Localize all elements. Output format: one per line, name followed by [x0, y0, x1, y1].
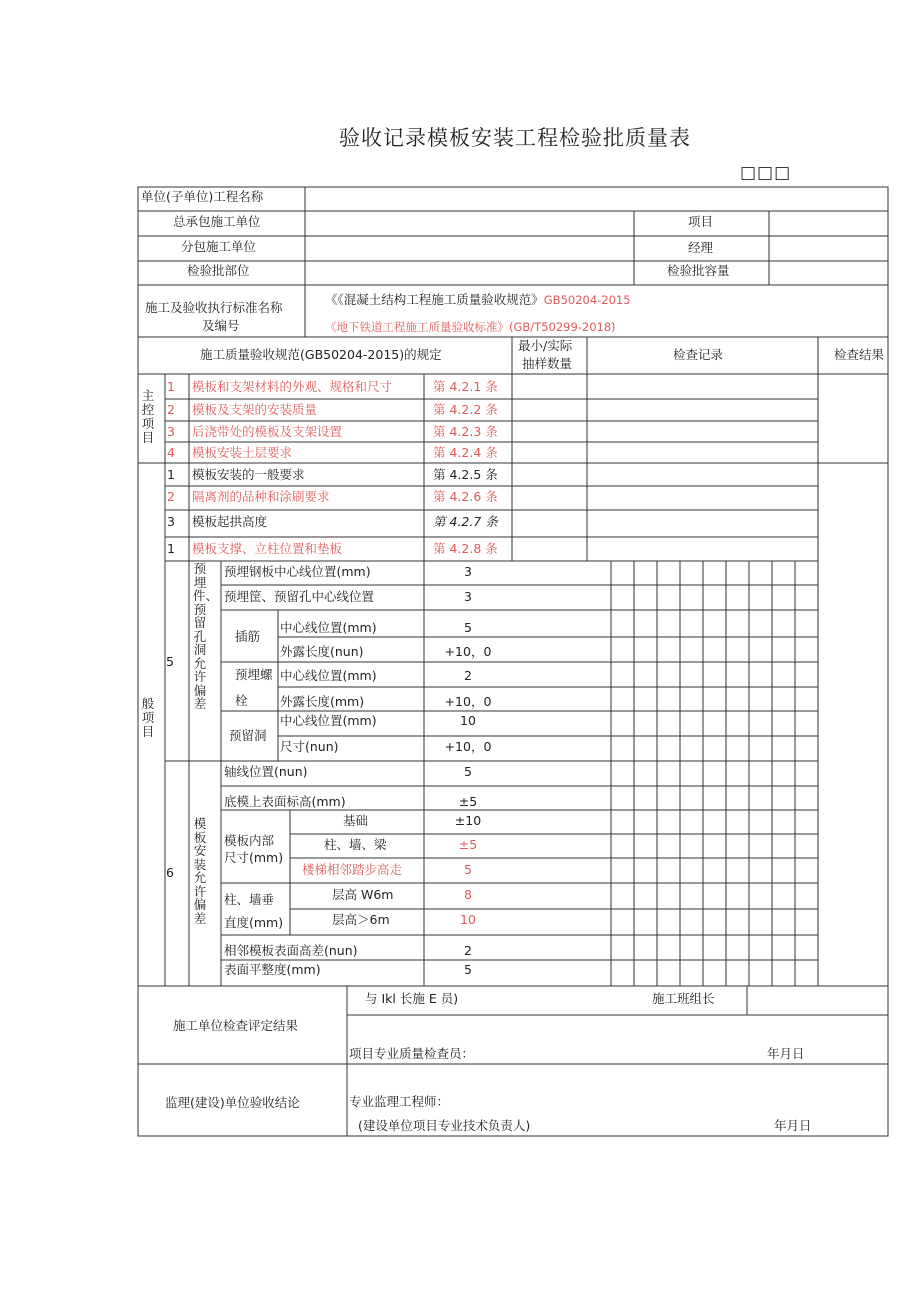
main-item-clause: 第 4.2.4 条: [433, 445, 498, 460]
column-wall-beam-label: 柱、墙、梁: [324, 837, 387, 852]
insert-exposed-value: +10，0: [444, 644, 492, 659]
general-item-no: 1: [167, 467, 175, 482]
general-item-text: 模板支撑、立柱位置和垫板: [192, 541, 343, 556]
embedded-pipe-label: 预埋筐、预留孔中心线位置: [224, 589, 375, 604]
adjacent-height-label: 相邻模板表面高差(nun): [224, 943, 358, 958]
main-item-clause: 第 4.2.3 条: [433, 424, 498, 439]
hole-size-label: 尺寸(nun): [280, 739, 339, 754]
main-item-no: 3: [167, 424, 175, 439]
group-6-label: 模板安装允许偏差: [193, 816, 207, 926]
insert-center-label: 中心线位置(mm): [280, 620, 377, 635]
inspection-part-label: 检验批部位: [187, 263, 250, 278]
axis-position-label: 轴线位置(nun): [224, 764, 308, 779]
flatness-label: 表面平整度(mm): [224, 962, 321, 977]
project-manager-label-2: 经理: [688, 240, 714, 255]
adjacent-height-value: 2: [464, 943, 472, 958]
form-code-boxes: □□□: [740, 163, 792, 183]
height-le-6m-label: 层高 W6m: [332, 887, 394, 902]
general-item-text: 隔离剂的品种和涂刷要求: [192, 489, 330, 504]
embedded-plate-label: 预埋钢板中心线位置(mm): [224, 564, 371, 579]
stair-step-label: 楼梯相邻踏步高走: [302, 862, 403, 877]
reserved-hole-group: 预留洞: [229, 728, 267, 743]
staff-label: 与 Ikl 长施 E 员): [365, 991, 459, 1006]
main-item-clause: 第 4.2.1 条: [433, 379, 498, 394]
main-item-text: 模板及支架的安装质量: [192, 402, 318, 417]
project-name-label: 单位(子单位)工程名称: [141, 189, 264, 204]
column-result: 检查结果: [834, 347, 885, 362]
inner-size-label-2: 尺寸(mm): [224, 850, 284, 865]
embedded-bolt-group: 预埋螺: [235, 667, 273, 682]
group-5-no: 5: [166, 654, 174, 669]
height-gt-6m-label: 层高＞6m: [332, 912, 390, 927]
main-item-text: 后浇带处的模板及支架设置: [192, 424, 343, 439]
axis-position-value: 5: [464, 764, 472, 779]
bottom-elevation-label: 底模上表面标高(mm): [224, 794, 346, 809]
supervision-result-label: 监理(建设)单位验收结论: [165, 1095, 300, 1110]
column-wall-beam-value: ±5: [458, 837, 478, 852]
main-item-text: 模板和支架材料的外观、规格和尺寸: [192, 379, 393, 394]
column-record: 检查记录: [673, 347, 724, 362]
qc-inspector-label: 项目专业质量检查员：: [349, 1046, 475, 1061]
main-item-no: 1: [167, 379, 175, 394]
general-items-label: 般项目: [141, 696, 155, 739]
general-item-text: 模板安装的一般要求: [192, 467, 305, 482]
bolt-center-label: 中心线位置(mm): [280, 668, 377, 683]
hole-center-label: 中心线位置(mm): [280, 713, 377, 728]
foundation-label: 基础: [343, 813, 369, 828]
main-item-clause: 第 4.2.2 条: [433, 402, 498, 417]
column-sample-2: 抽样数量: [522, 356, 573, 371]
inner-size-label: 模板内部: [224, 833, 275, 848]
main-item-no: 2: [167, 402, 175, 417]
embedded-plate-value: 3: [464, 564, 472, 579]
general-contractor-label: 总承包施工单位: [173, 214, 261, 229]
capacity-label: 检验批容量: [667, 263, 730, 278]
general-item-text: 模板起拱高度: [192, 514, 268, 529]
group-5-label: 预埋件、预留孔洞允许偏差: [193, 561, 219, 711]
verticality-label: 柱、墙垂: [224, 892, 275, 907]
insert-bar-group: 插筋: [235, 629, 261, 644]
embedded-bolt-group-2: 栓: [235, 693, 248, 708]
general-item-no: 2: [167, 489, 175, 504]
stair-step-value: 5: [464, 862, 472, 877]
page-title: 验收记录模板安装工程检验批质量表: [339, 126, 691, 150]
group-6-no: 6: [166, 865, 174, 880]
team-leader-label: 施工班组长: [652, 991, 715, 1006]
hole-center-value: 10: [460, 713, 476, 728]
height-le-6m-value: 8: [464, 887, 472, 902]
standard-label-2: 及编号: [202, 318, 240, 333]
general-item-clause: 第 4.2.6 条: [433, 489, 498, 504]
date-label-1: 年月日: [767, 1046, 805, 1061]
constructor-result-label: 施工单位检查评定结果: [173, 1018, 299, 1033]
project-manager-label-1: 项目: [688, 214, 714, 229]
standard-label: 施工及验收执行标准名称: [145, 300, 283, 315]
flatness-value: 5: [464, 962, 472, 977]
date-label-2: 年月日: [774, 1118, 812, 1133]
main-item-text: 模板安装土层要求: [192, 445, 293, 460]
standard-2: 《地下铁道工程施工质量验收标准》(GB/T50299-2018): [325, 320, 616, 334]
general-item-no: 1: [167, 541, 175, 556]
hole-size-value: +10，0: [444, 739, 492, 754]
foundation-value: ±10: [454, 813, 482, 828]
subcontractor-label: 分包施工单位: [181, 239, 257, 254]
owner-technical-lead-label: (建设单位项目专业技术负责人): [358, 1118, 531, 1133]
main-item-no: 4: [167, 445, 175, 460]
bottom-elevation-value: ±5: [458, 794, 478, 809]
column-sample-1: 最小/实际: [518, 338, 573, 353]
bolt-exposed-value: +10，0: [444, 694, 492, 709]
general-item-clause: 第 4.2.7 条: [433, 514, 498, 529]
main-control-label: 主控项目: [141, 388, 155, 445]
height-gt-6m-value: 10: [460, 912, 476, 927]
bolt-exposed-label: 外露长度(mm): [280, 694, 365, 709]
embedded-pipe-value: 3: [464, 589, 472, 604]
supervising-engineer-label: 专业监理工程师：: [349, 1094, 450, 1109]
standard-1: 《《混凝土结构工程施工质量验收规范》GB50204-2015: [325, 292, 631, 307]
general-item-clause: 第 4.2.5 条: [433, 467, 498, 482]
insert-exposed-label: 外露长度(nun): [280, 644, 364, 659]
general-item-no: 3: [167, 514, 175, 529]
insert-center-value: 5: [464, 620, 472, 635]
general-item-clause: 第 4.2.8 条: [433, 541, 498, 556]
verticality-label-2: 直度(mm): [224, 915, 284, 930]
bolt-center-value: 2: [464, 668, 472, 683]
column-spec: 施工质量验收规范(GB50204-2015)的规定: [200, 347, 442, 362]
